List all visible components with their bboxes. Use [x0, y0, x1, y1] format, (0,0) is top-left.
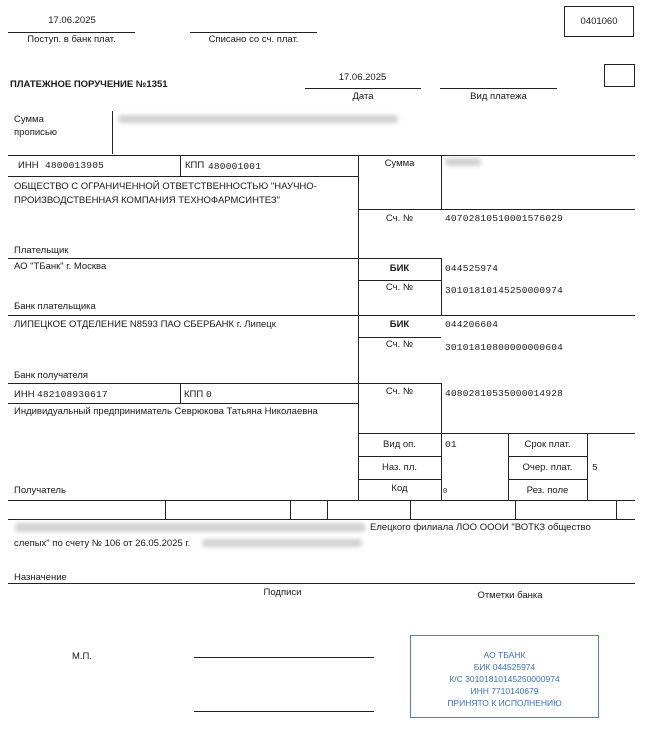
payer-name-line-1: ОБЩЕСТВО С ОГРАНИЧЕННОЙ ОТВЕТСТВЕННОСТЬЮ "НАУЧНО-	[14, 181, 317, 192]
payee-kpp: 0	[206, 389, 212, 400]
divider	[441, 258, 442, 316]
payer-account-label: Сч. №	[385, 213, 414, 224]
stamp-line-1: АО ТБАНК	[483, 650, 526, 660]
stamp-line-2: БИК 044525974	[473, 662, 536, 672]
divider	[358, 456, 441, 457]
payer-name-line-2: ПРОИЗВОДСТВЕННАЯ КОМПАНИЯ ТЕХНОФАРМСИНТЕЗ"	[14, 195, 281, 206]
divider	[8, 583, 635, 584]
document-date-label: Дата	[352, 91, 374, 102]
divider	[358, 209, 635, 210]
divider	[441, 155, 442, 210]
debited-date-line	[190, 32, 317, 33]
divider	[358, 433, 635, 434]
divider	[112, 111, 113, 154]
payee-inn: 482108930617	[37, 389, 108, 400]
payer-inn: 4800013905	[45, 160, 105, 171]
form-code-box	[564, 6, 634, 37]
payee-account-label: Сч. №	[385, 386, 414, 397]
divider	[290, 500, 291, 519]
payer-bank-account-label: Сч. №	[385, 282, 414, 293]
divider	[358, 337, 441, 338]
payer-bank-account: 30101810145250000974	[445, 285, 564, 296]
purpose-code-label: Наз. пл.	[382, 462, 417, 473]
divider	[8, 383, 441, 384]
priority-label: Очер. плат.	[522, 462, 573, 473]
received-date-line	[8, 32, 135, 33]
divider	[8, 176, 358, 177]
document-date-line	[305, 88, 421, 89]
amount-words-label-2: прописью	[14, 127, 57, 138]
payer-kpp-label: КПП	[185, 160, 205, 171]
payer-inn-label: ИНН	[18, 160, 39, 171]
seal-label: М.П.	[72, 651, 93, 662]
divider	[358, 280, 441, 281]
bank-marks-label: Отметки банка	[477, 590, 543, 601]
received-date: 17.06.2025	[48, 15, 96, 26]
divider	[8, 258, 441, 259]
page-title: ПЛАТЕЖНОЕ ПОРУЧЕНИЕ №1351	[10, 79, 168, 90]
payee-kpp-label: КПП	[184, 389, 204, 400]
purpose-section-label: Назначение	[14, 572, 67, 583]
purpose-line-2: слепых" по счету № 106 от 26.05.2025 г.	[14, 538, 191, 549]
divider	[8, 500, 635, 501]
stamp-line-5: ПРИНЯТО К ИСПОЛНЕНИЮ	[447, 698, 562, 708]
divider	[8, 403, 358, 404]
op-type: 01	[445, 439, 457, 450]
divider	[587, 433, 588, 500]
divider	[8, 519, 635, 520]
divider	[180, 155, 181, 176]
payee-bank-name: ЛИПЕЦКОЕ ОТДЕЛЕНИЕ N8593 ПАО СБЕРБАНК г. Липецк	[14, 319, 276, 330]
payee-section-label: Получатель	[14, 485, 66, 496]
divider	[180, 383, 181, 403]
purpose-redacted-2	[202, 539, 362, 547]
amount-words-redacted	[118, 115, 398, 123]
op-type-label: Вид оп.	[383, 439, 416, 450]
bank-stamp	[410, 635, 599, 718]
purpose-line-1: Елецкого филиала ЛОО ОООИ "ВОТКЗ общество	[370, 522, 591, 533]
amount-words-label-1: Сумма	[14, 114, 44, 125]
payer-section-label: Плательщик	[14, 245, 69, 256]
stamp-line-4: ИНН 7710140679	[470, 686, 539, 696]
payee-account: 40802810535000014928	[445, 388, 564, 399]
payee-bank-bik-label: БИК	[389, 319, 410, 330]
divider	[327, 500, 328, 519]
divider	[508, 479, 587, 480]
payer-bank-bik: 044525974	[445, 263, 499, 274]
payer-bank-name: АО "ТБанк" г. Москва	[14, 261, 107, 272]
payee-bank-section-label: Банк получателя	[14, 370, 88, 381]
signature-line-1	[194, 657, 374, 658]
payment-type-line	[440, 88, 557, 89]
divider	[8, 315, 635, 316]
payer-bank-section-label: Банк плательщика	[14, 301, 96, 312]
priority-value: 5	[592, 462, 598, 473]
divider	[508, 456, 587, 457]
payee-bank-account-label: Сч. №	[385, 339, 414, 350]
signatures-label: Подписи	[263, 587, 302, 598]
payee-name: Индивидуальный предприниматель Севрюкова Татьяна Николаевна	[14, 406, 318, 417]
divider	[441, 383, 442, 500]
payment-type-label: Вид платежа	[470, 91, 527, 102]
payee-bank-bik: 044206604	[445, 319, 499, 330]
divider	[165, 500, 166, 519]
code-value: 0	[443, 488, 448, 496]
reserve-field-label: Рез. поле	[526, 485, 569, 496]
amount-label: Сумма	[384, 158, 415, 169]
payer-bank-bik-label: БИК	[389, 263, 410, 274]
divider	[616, 500, 617, 519]
signature-line-2	[194, 711, 374, 712]
payment-priority-box	[604, 64, 635, 87]
divider	[515, 500, 516, 519]
due-date-label: Срок плат.	[524, 439, 571, 450]
form-code: 0401060	[580, 16, 618, 27]
payer-account: 40702810510001576029	[445, 213, 564, 224]
debited-date-label: Списано со сч. плат.	[208, 34, 299, 45]
divider	[8, 155, 635, 156]
document-date: 17.06.2025	[338, 72, 387, 83]
payee-bank-account: 30101810800000000604	[445, 342, 564, 353]
payee-inn-label: ИНН	[14, 389, 35, 400]
amount-redacted	[445, 158, 481, 166]
divider	[358, 479, 441, 480]
payer-kpp: 480001001	[208, 161, 262, 172]
code-label: Код	[391, 483, 408, 494]
purpose-redacted-1	[15, 523, 365, 532]
received-date-label: Поступ. в банк плат.	[27, 34, 116, 45]
divider	[410, 500, 411, 519]
stamp-line-3: К/С 30101810145250000974	[449, 674, 560, 684]
